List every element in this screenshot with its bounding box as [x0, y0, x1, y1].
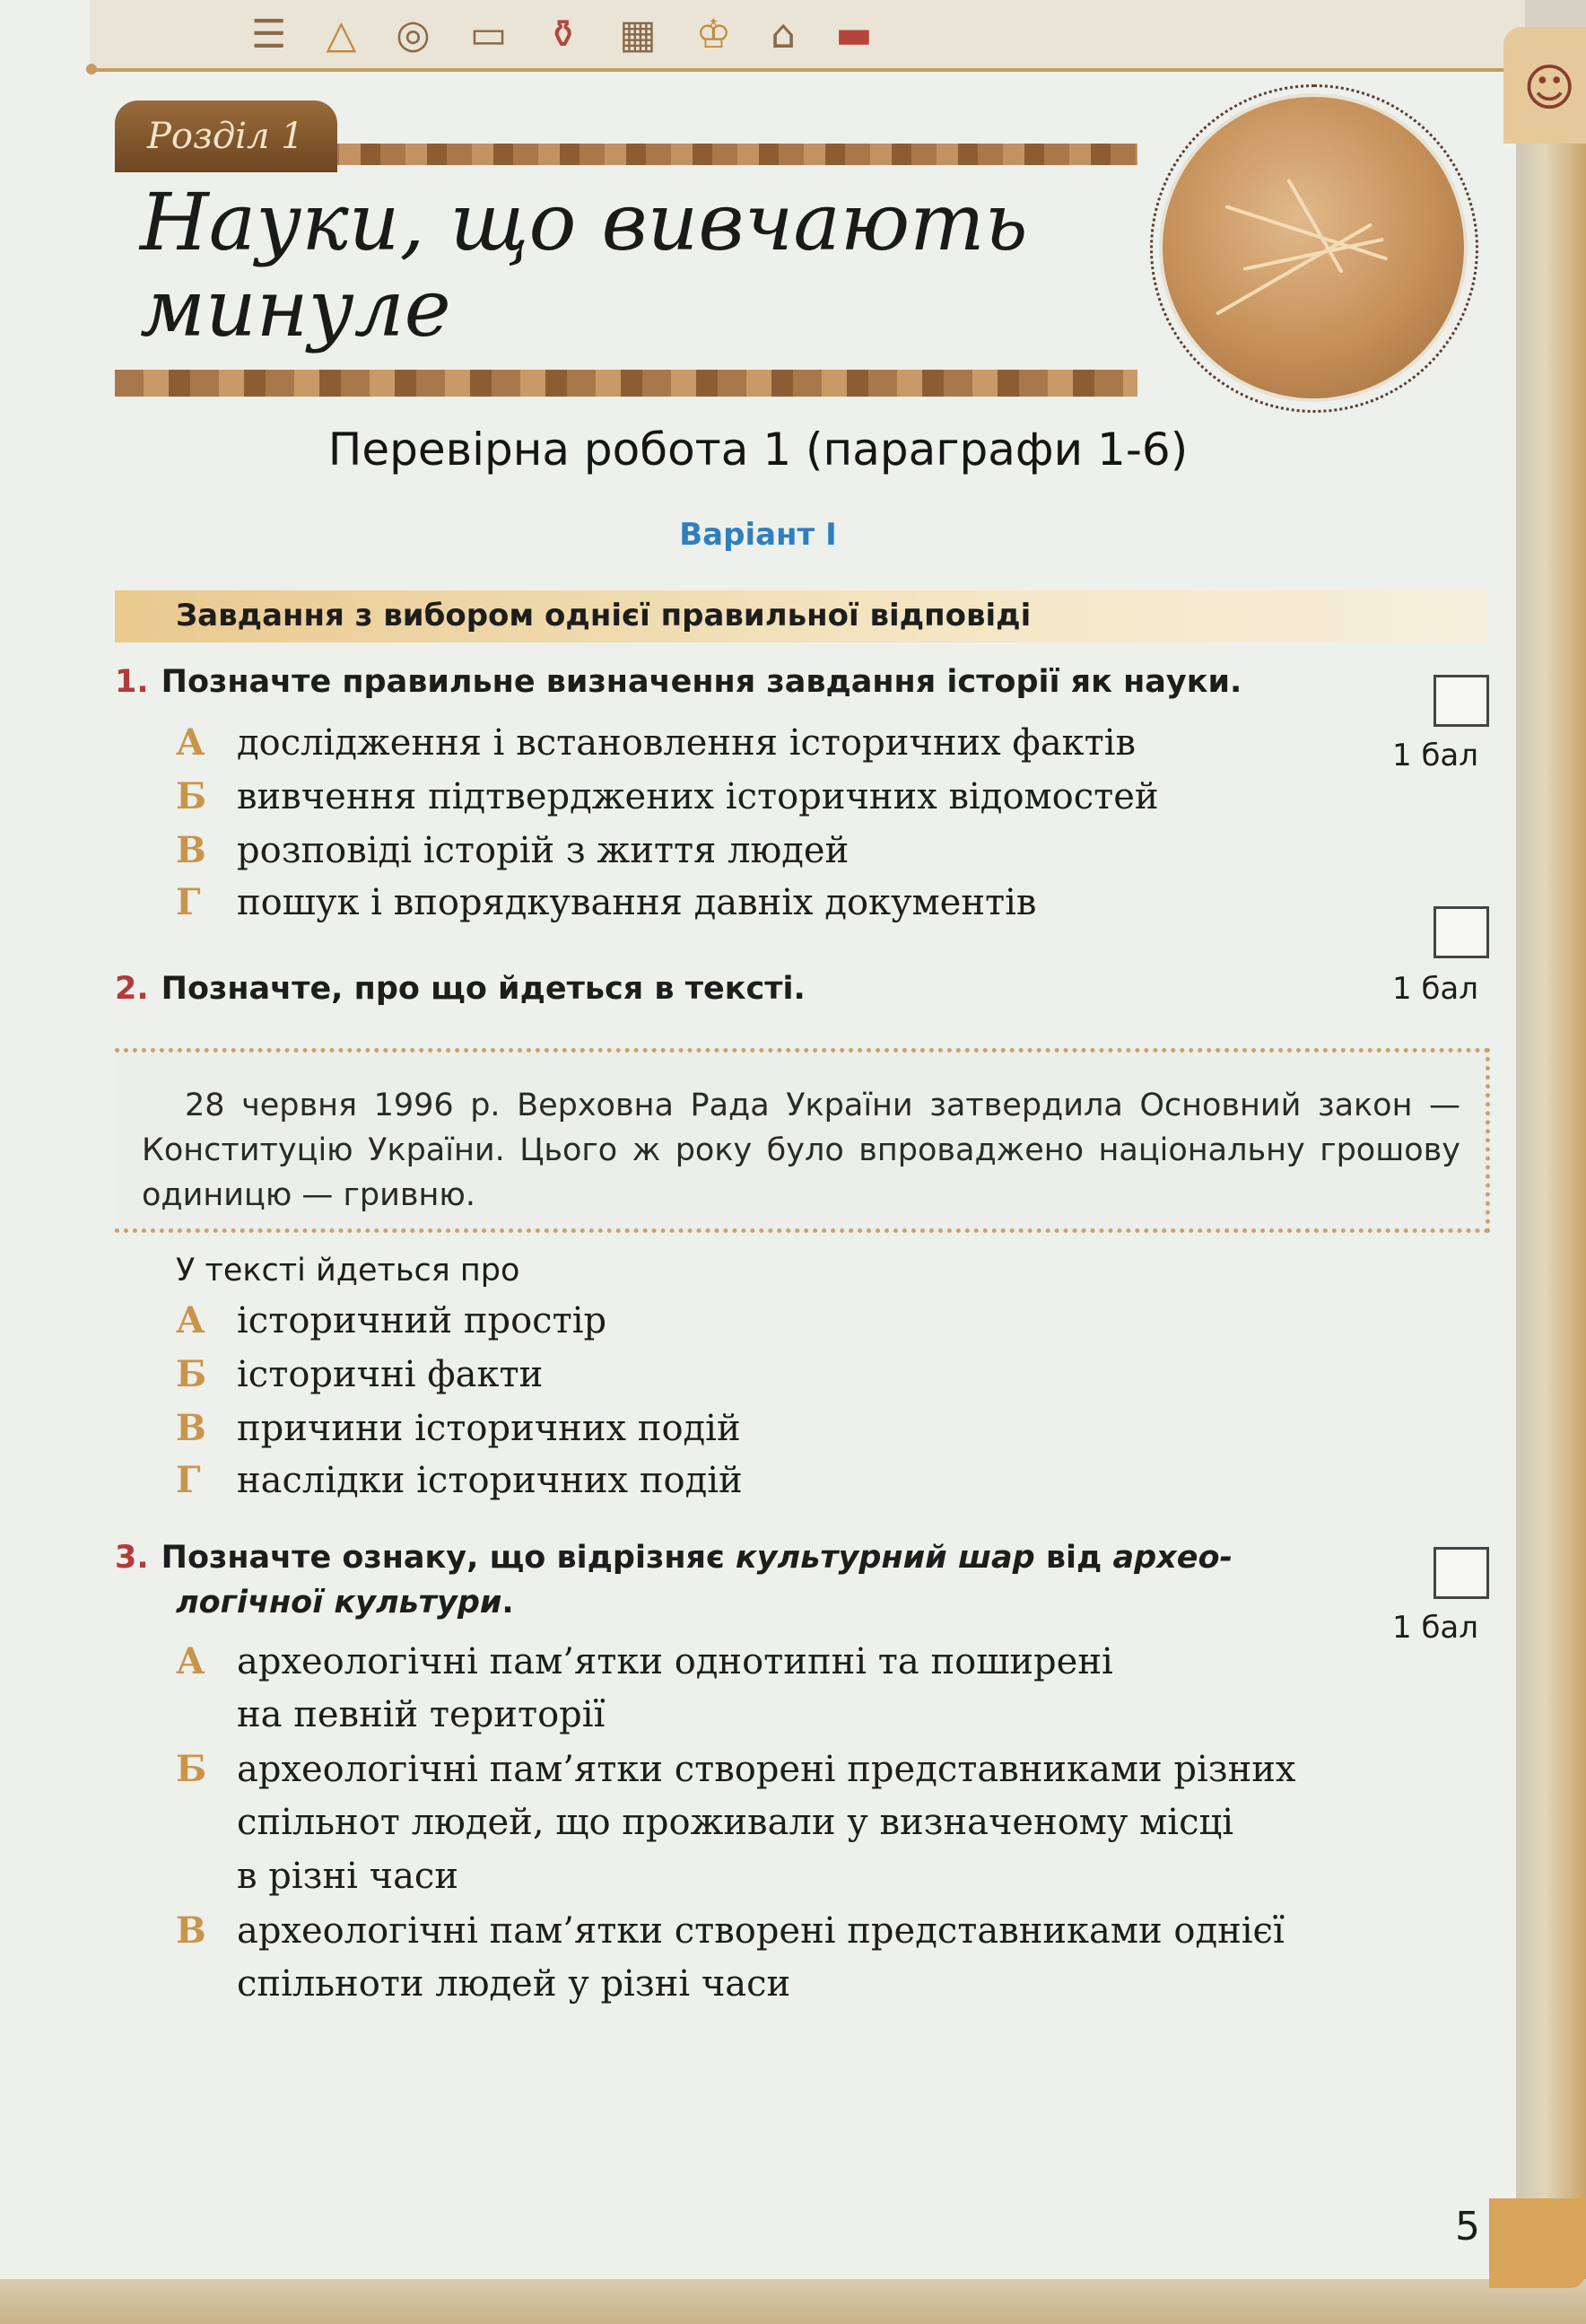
explorer-figure-box	[1503, 27, 1586, 144]
source-text: 28 червня 1996 р. Верховна Рада України затвердила Основний закон — Конституцію України. Цього ж року було впроваджено національну грошову одиницю — гривню.	[142, 1088, 1460, 1213]
option-q1-c[interactable]	[176, 829, 849, 871]
answer-box-q3[interactable]	[1434, 1547, 1489, 1599]
option-q3-b[interactable]	[176, 1748, 1296, 1790]
crown-icon: ♔	[695, 11, 732, 57]
temple-icon: ⌂	[771, 11, 797, 57]
option-text: археологічні пам’ятки однотипні та поширені	[237, 1641, 1113, 1682]
question-number: 1.	[115, 664, 149, 700]
option-q3-a[interactable]	[176, 1640, 1113, 1682]
section-heading-band	[115, 590, 1487, 642]
option-q2-d[interactable]	[176, 1459, 743, 1501]
question-term: архео-	[1112, 1540, 1233, 1576]
map-icon: ▦	[619, 11, 657, 57]
option-letter: В	[176, 1407, 206, 1449]
score-q1: 1 бал	[1392, 738, 1478, 773]
option-text: археологічні пам’ятки створені представниками різних	[237, 1749, 1296, 1790]
question-prompt: У тексті йдеться про	[176, 1253, 520, 1289]
chapter-tab: Розділ 1	[115, 100, 337, 172]
option-letter: А	[176, 721, 205, 764]
chest-icon: ▬	[835, 11, 873, 57]
source-text-box	[115, 1048, 1490, 1233]
pyramid-icon: △	[326, 11, 357, 57]
question-text: Позначте, про що йдеться в тексті.	[161, 971, 806, 1007]
score-q3: 1 бал	[1392, 1610, 1478, 1646]
variant-label: Варіант I	[679, 517, 837, 553]
option-letter: Б	[176, 1748, 207, 1790]
option-text: вивчення підтверджених історичних відомостей	[237, 776, 1159, 817]
medallion-ring	[1150, 84, 1478, 413]
page-corner-tab	[1489, 2198, 1586, 2288]
question-2	[115, 971, 806, 1007]
question-number: 3.	[115, 1540, 149, 1576]
page-number: 5	[1455, 2204, 1480, 2250]
ornament-icon-row	[251, 5, 912, 63]
top-rule-dot	[86, 64, 97, 74]
scroll-icon: ☰	[251, 11, 287, 57]
option-q3-b-line-2: спільнот людей, що проживали у визначеному місці	[237, 1802, 1233, 1843]
chapter-title: Науки, що вивчають минуле	[140, 176, 1028, 354]
option-q3-c-line-2: спільноти людей у різні часи	[237, 1963, 791, 2005]
option-q2-c[interactable]	[176, 1407, 741, 1449]
option-text: розповіді історій з життя людей	[237, 830, 850, 871]
question-text: .	[501, 1585, 514, 1621]
amphora-icon: ⚱	[546, 11, 580, 57]
option-q1-a[interactable]	[176, 721, 1136, 764]
option-q1-b[interactable]	[176, 775, 1159, 817]
question-text: від	[1034, 1540, 1113, 1576]
option-q1-d[interactable]	[176, 881, 1036, 923]
option-letter: А	[176, 1299, 205, 1341]
question-1	[115, 664, 1242, 700]
option-q3-a-line-2: на певній території	[237, 1694, 606, 1735]
test-title: Перевірна робота 1 (параграфи 1-6)	[327, 424, 1189, 476]
option-text: дослідження і встановлення історичних фактів	[237, 722, 1137, 764]
page-edge-right	[1516, 63, 1586, 2324]
option-text: археологічні пам’ятки створені представниками однієї	[237, 1910, 1285, 1952]
score-q2: 1 бал	[1392, 971, 1478, 1007]
question-number: 2.	[115, 971, 149, 1007]
question-3	[115, 1540, 1233, 1576]
option-q2-a[interactable]	[176, 1299, 606, 1341]
question-text: Позначте ознаку, що відрізняє	[161, 1540, 736, 1576]
option-letter: Г	[176, 881, 201, 923]
option-text: історичний простір	[237, 1300, 607, 1341]
question-term: логічної культури	[176, 1585, 502, 1621]
open-book-icon: ▭	[469, 11, 508, 57]
option-letter: В	[176, 829, 206, 871]
chapter-band-bottom	[115, 370, 1137, 397]
option-text: причини історичних подій	[237, 1408, 741, 1449]
option-text: пошук і впорядкування давніх документів	[237, 882, 1037, 923]
option-letter: Б	[176, 1353, 207, 1395]
option-letter: А	[176, 1640, 205, 1682]
question-term: культурний шар	[735, 1540, 1035, 1576]
option-q2-b[interactable]	[176, 1353, 543, 1395]
rock-art-medallion	[1163, 97, 1464, 398]
option-letter: В	[176, 1909, 206, 1952]
page-edge-bottom	[0, 2279, 1586, 2324]
answer-box-q1[interactable]	[1434, 675, 1489, 727]
option-text: історичні факти	[237, 1354, 544, 1395]
option-q3-b-line-3: в різні часи	[237, 1856, 458, 1897]
option-letter: Г	[176, 1459, 201, 1501]
answer-box-q2[interactable]	[1434, 906, 1489, 958]
option-q3-c[interactable]	[176, 1909, 1285, 1952]
section-heading: Завдання з вибором однієї правильної відповіді	[176, 598, 1032, 633]
question-text: Позначте правильне визначення завдання історії як науки.	[161, 664, 1242, 700]
option-text: наслідки історичних подій	[237, 1460, 743, 1501]
explorer-figure-icon: ☺	[1523, 59, 1576, 118]
question-3-line-2	[176, 1585, 514, 1621]
globe-icon: ◎	[396, 11, 431, 57]
option-letter: Б	[176, 775, 207, 817]
top-rule	[90, 68, 1507, 72]
